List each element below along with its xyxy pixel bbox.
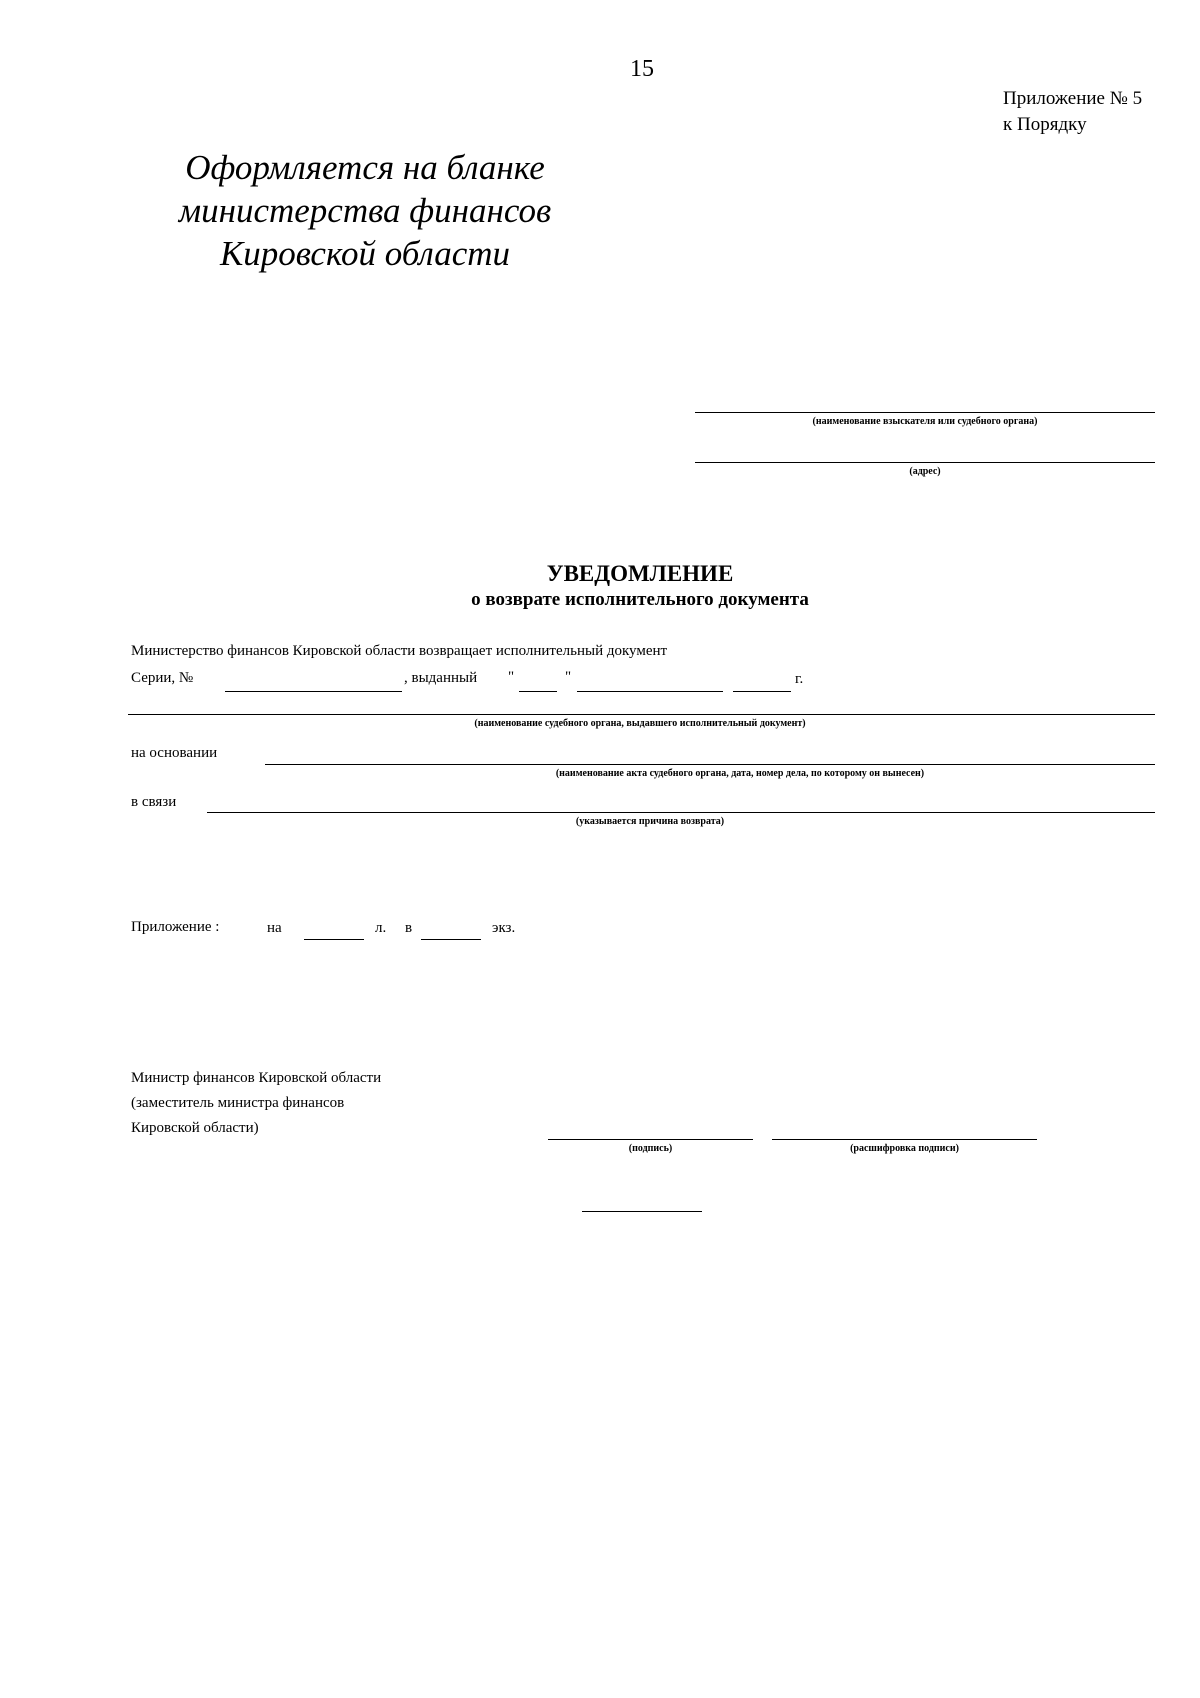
- document-title: [300, 560, 980, 612]
- letterhead-note: [140, 146, 590, 275]
- basis-label: на основании: [131, 745, 218, 761]
- attachment-label: Приложение :: [131, 919, 220, 935]
- letterhead-line-1: Оформляется на бланке: [185, 148, 545, 187]
- recipient-address-line: [695, 462, 1155, 463]
- basis-caption: (наименование акта судебного органа, дата, номер дела, по которому он вынесен): [555, 768, 925, 779]
- signatory-line-1: Министр финансов Кировской области: [131, 1070, 382, 1086]
- year-suffix: г.: [795, 671, 804, 687]
- signatory-line-3: Кировской области): [131, 1120, 259, 1136]
- attachment-on: на: [267, 920, 282, 936]
- appendix-line-2: к Порядку: [1003, 114, 1087, 135]
- issue-year-field: [733, 691, 791, 692]
- recipient-address-caption: (адрес): [909, 466, 941, 477]
- recipient-name-line: [695, 412, 1155, 413]
- issued-label: , выданный: [404, 670, 478, 686]
- intro-text: Министерство финансов Кировской области возвращает исполнительный документ: [131, 643, 668, 659]
- quote-open: ": [508, 669, 515, 685]
- reason-caption: (указывается причина возврата): [575, 816, 725, 827]
- appendix-line-1: Приложение № 5: [1003, 88, 1143, 109]
- series-number-field: [225, 691, 402, 692]
- recipient-name-caption: (наименование взыскателя или судебного органа): [812, 416, 1038, 427]
- attachment-sheets: л.: [375, 920, 387, 936]
- issuing-court-field: [128, 714, 1155, 715]
- signature-field: [548, 1139, 753, 1140]
- title-sub: о возврате исполнительного документа: [471, 589, 809, 610]
- attachment-copies: экз.: [492, 920, 516, 936]
- signatory-line-2: (заместитель министра финансов: [131, 1095, 345, 1111]
- issue-month-field: [577, 691, 723, 692]
- attachment-in: в: [405, 920, 413, 936]
- issue-day-field: [519, 691, 557, 692]
- signature-decoding-field: [772, 1139, 1037, 1140]
- attachment-copies-field: [421, 939, 481, 940]
- page-number: 15: [630, 56, 654, 82]
- letterhead-line-2: министерства финансов: [178, 191, 552, 230]
- issuing-court-caption: (наименование судебного органа, выдавшего исполнительный документ): [474, 718, 806, 729]
- reason-label: в связи: [131, 794, 177, 810]
- closing-separator: [582, 1211, 702, 1212]
- attachment-sheets-field: [304, 939, 364, 940]
- signatory-block: [131, 1066, 381, 1141]
- title-main: УВЕДОМЛЕНИЕ: [546, 561, 734, 586]
- signature-decoding-caption: (расшифровка подписи): [850, 1143, 959, 1154]
- reason-field: [207, 812, 1155, 813]
- basis-field: [265, 764, 1155, 765]
- letterhead-line-3: Кировской области: [219, 234, 511, 273]
- series-label: Серии, №: [131, 670, 194, 686]
- signature-caption: (подпись): [628, 1143, 673, 1154]
- quote-close: ": [565, 669, 572, 685]
